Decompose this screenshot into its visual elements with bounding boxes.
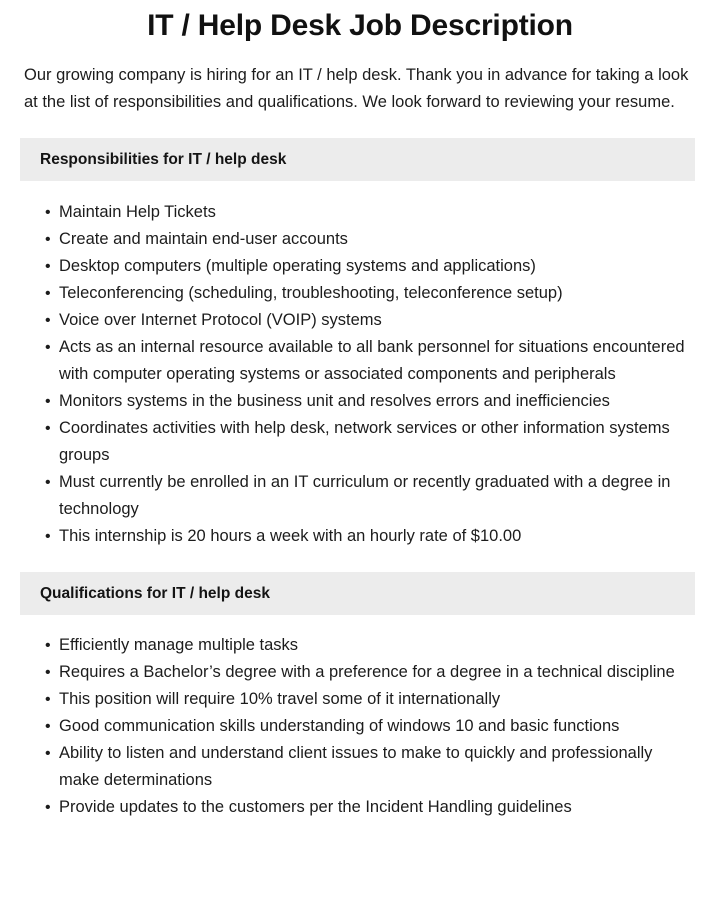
list-item: • Monitors systems in the business unit and resolves errors and inefficiencies <box>45 388 696 415</box>
list-item: • This position will require 10% travel some of it internationally <box>45 686 696 713</box>
list-item: • Ability to listen and understand client issues to make to quickly and professionally make determinations <box>45 740 696 794</box>
list-item: • Efficiently manage multiple tasks <box>45 632 696 659</box>
list-item: • Must currently be enrolled in an IT curriculum or recently graduated with a degree in technology <box>45 469 696 523</box>
list-item: • Maintain Help Tickets <box>45 199 696 226</box>
intro-paragraph: Our growing company is hiring for an IT / help desk. Thank you in advance for taking a look at the list of responsibilities and qualifications. We look forward to reviewing your resume. <box>24 66 689 111</box>
responsibilities-list <box>0 181 720 550</box>
section-heading-responsibilities: Responsibilities for IT / help desk <box>20 138 695 181</box>
page-title: IT / Help Desk Job Description <box>147 9 573 42</box>
list-item: • Provide updates to the customers per the Incident Handling guidelines <box>45 794 696 821</box>
list-item: • Coordinates activities with help desk, network services or other information systems groups <box>45 415 696 469</box>
section-heading-qualifications: Qualifications for IT / help desk <box>20 572 695 615</box>
list-item: • Teleconferencing (scheduling, troubleshooting, teleconference setup) <box>45 280 696 307</box>
qualifications-list <box>0 615 720 821</box>
list-item: • Good communication skills understanding of windows 10 and basic functions <box>45 713 696 740</box>
list-item: • Create and maintain end-user accounts <box>45 226 696 253</box>
list-item: • Requires a Bachelor’s degree with a preference for a degree in a technical discipline <box>45 659 696 686</box>
list-item: • This internship is 20 hours a week with an hourly rate of $10.00 <box>45 523 696 550</box>
section-responsibilities <box>0 138 720 550</box>
list-item: • Desktop computers (multiple operating systems and applications) <box>45 253 696 280</box>
section-qualifications <box>0 572 720 821</box>
list-item: • Acts as an internal resource available to all bank personnel for situations encountered with computer operating systems or associated components and peripherals <box>45 334 696 388</box>
list-item: • Voice over Internet Protocol (VOIP) systems <box>45 307 696 334</box>
